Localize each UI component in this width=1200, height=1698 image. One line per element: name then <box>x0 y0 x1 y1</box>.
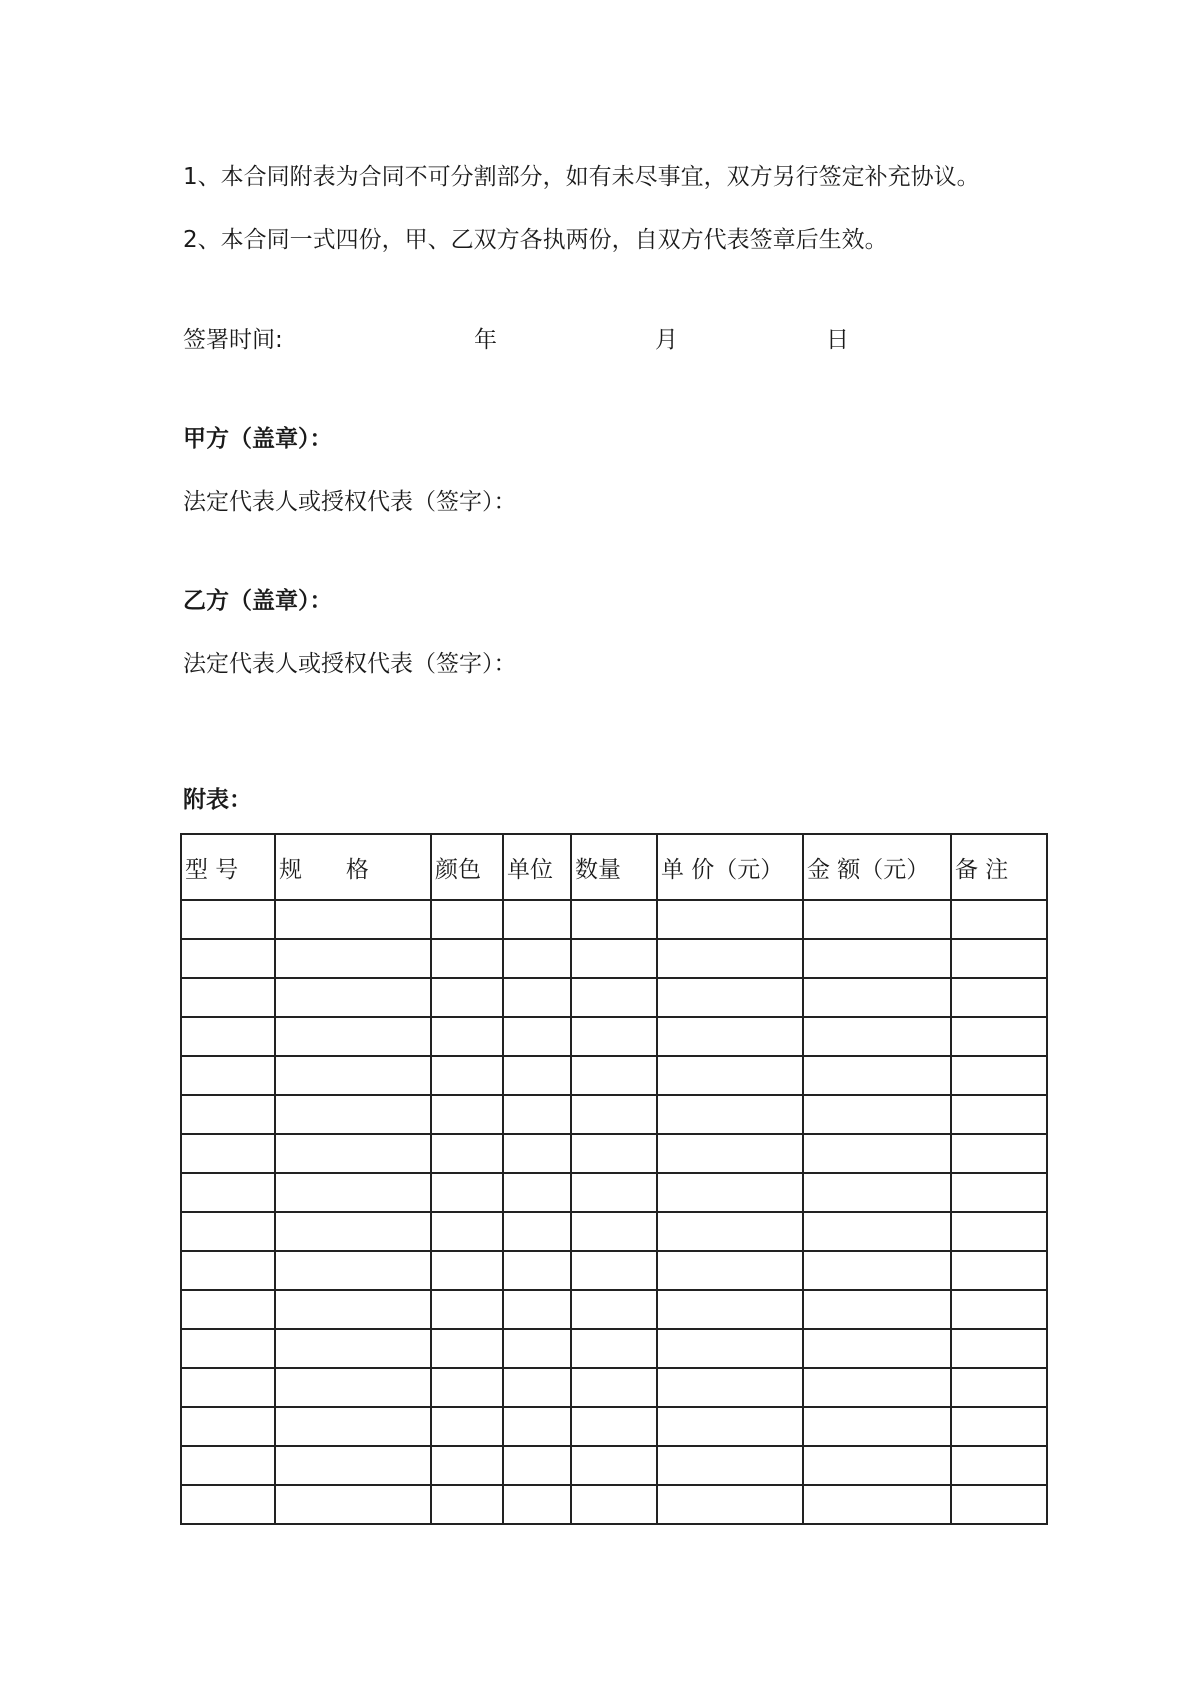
table-cell <box>657 1290 803 1329</box>
table-cell <box>181 1095 275 1134</box>
table-cell <box>431 1329 503 1368</box>
table-row <box>181 978 1047 1017</box>
col-header-unit-price: 单 价（元） <box>657 834 803 900</box>
table-cell <box>503 1095 571 1134</box>
table-cell <box>181 1173 275 1212</box>
table-cell <box>503 1446 571 1485</box>
table-cell <box>503 1329 571 1368</box>
table-cell <box>181 1056 275 1095</box>
table-cell <box>657 1368 803 1407</box>
table-row <box>181 1056 1047 1095</box>
table-cell <box>803 1329 951 1368</box>
table-cell <box>571 1485 657 1524</box>
appendix-header-row <box>181 834 1047 900</box>
table-cell <box>431 1134 503 1173</box>
table-cell <box>951 1212 1047 1251</box>
table-cell <box>571 978 657 1017</box>
table-cell <box>657 1212 803 1251</box>
table-cell <box>431 1212 503 1251</box>
table-cell <box>181 978 275 1017</box>
table-cell <box>657 1329 803 1368</box>
clause-1: 1、本合同附表为合同不可分割部分，如有未尽事宜，双方另行签定补充协议。 <box>183 164 980 190</box>
table-cell <box>571 1329 657 1368</box>
table-cell <box>571 1407 657 1446</box>
table-row <box>181 939 1047 978</box>
party-a-title: 甲方（盖章）： <box>183 426 333 452</box>
table-cell <box>181 900 275 939</box>
table-cell <box>951 1173 1047 1212</box>
table-cell <box>803 1485 951 1524</box>
table-cell <box>431 900 503 939</box>
table-row <box>181 1134 1047 1173</box>
table-cell <box>803 1095 951 1134</box>
table-cell <box>431 1251 503 1290</box>
table-cell <box>181 1251 275 1290</box>
signing-day-label: 日 <box>826 327 849 353</box>
table-row <box>181 1017 1047 1056</box>
table-cell <box>571 1134 657 1173</box>
table-cell <box>657 978 803 1017</box>
table-cell <box>951 1407 1047 1446</box>
table-cell <box>503 1212 571 1251</box>
table-cell <box>571 1368 657 1407</box>
table-cell <box>503 978 571 1017</box>
table-cell <box>571 1173 657 1212</box>
col-header-spec: 规 格 <box>275 834 431 900</box>
appendix-title: 附表： <box>183 787 252 813</box>
table-cell <box>803 1173 951 1212</box>
table-cell <box>431 1446 503 1485</box>
table-cell <box>951 1095 1047 1134</box>
table-row <box>181 1251 1047 1290</box>
table-cell <box>275 1212 431 1251</box>
table-cell <box>803 1212 951 1251</box>
col-header-unit: 单位 <box>503 834 571 900</box>
col-header-remarks: 备 注 <box>951 834 1047 900</box>
table-cell <box>503 1290 571 1329</box>
table-cell <box>431 1095 503 1134</box>
table-cell <box>275 978 431 1017</box>
table-cell <box>275 1251 431 1290</box>
table-cell <box>181 1407 275 1446</box>
table-row <box>181 1329 1047 1368</box>
table-cell <box>571 1251 657 1290</box>
table-cell <box>181 1134 275 1173</box>
table-cell <box>181 1446 275 1485</box>
table-cell <box>951 978 1047 1017</box>
table-cell <box>803 1056 951 1095</box>
table-cell <box>431 1368 503 1407</box>
table-cell <box>181 1290 275 1329</box>
table-row <box>181 1095 1047 1134</box>
table-row <box>181 1368 1047 1407</box>
table-cell <box>275 1173 431 1212</box>
table-cell <box>803 1251 951 1290</box>
table-cell <box>503 1017 571 1056</box>
table-row <box>181 1290 1047 1329</box>
table-cell <box>275 1017 431 1056</box>
table-cell <box>503 1407 571 1446</box>
table-cell <box>951 1017 1047 1056</box>
table-cell <box>951 1368 1047 1407</box>
table-cell <box>657 1407 803 1446</box>
table-cell <box>503 1173 571 1212</box>
table-cell <box>181 1329 275 1368</box>
table-cell <box>571 1446 657 1485</box>
table-cell <box>181 1368 275 1407</box>
table-cell <box>657 1095 803 1134</box>
table-cell <box>657 1134 803 1173</box>
col-header-amount: 金 额（元） <box>803 834 951 900</box>
appendix-body <box>181 900 1047 1524</box>
table-cell <box>431 1173 503 1212</box>
signing-month-label: 月 <box>655 327 678 353</box>
table-cell <box>951 1329 1047 1368</box>
table-cell <box>657 1056 803 1095</box>
table-cell <box>503 1134 571 1173</box>
table-cell <box>951 1290 1047 1329</box>
table-cell <box>803 1017 951 1056</box>
table-cell <box>431 978 503 1017</box>
table-cell <box>803 1290 951 1329</box>
table-cell <box>803 1446 951 1485</box>
table-cell <box>503 1485 571 1524</box>
table-cell <box>571 1017 657 1056</box>
table-cell <box>275 1134 431 1173</box>
table-cell <box>657 1485 803 1524</box>
table-row <box>181 1407 1047 1446</box>
table-cell <box>571 1212 657 1251</box>
table-cell <box>657 1251 803 1290</box>
table-cell <box>275 1095 431 1134</box>
table-cell <box>951 1134 1047 1173</box>
table-cell <box>181 1212 275 1251</box>
col-header-quantity: 数量 <box>571 834 657 900</box>
table-cell <box>571 939 657 978</box>
table-cell <box>571 900 657 939</box>
table-row <box>181 1485 1047 1524</box>
signing-year-label: 年 <box>474 327 497 353</box>
table-cell <box>275 1290 431 1329</box>
table-cell <box>803 978 951 1017</box>
table-cell <box>803 1407 951 1446</box>
table-cell <box>657 1017 803 1056</box>
table-cell <box>275 939 431 978</box>
table-cell <box>657 1446 803 1485</box>
table-cell <box>181 939 275 978</box>
table-cell <box>803 1368 951 1407</box>
party-a-representative: 法定代表人或授权代表（签字）： <box>183 489 517 515</box>
table-row <box>181 1212 1047 1251</box>
table-cell <box>503 900 571 939</box>
table-cell <box>951 1251 1047 1290</box>
table-cell <box>951 1056 1047 1095</box>
table-cell <box>503 939 571 978</box>
table-cell <box>803 900 951 939</box>
table-cell <box>951 1446 1047 1485</box>
table-cell <box>275 900 431 939</box>
table-cell <box>951 1485 1047 1524</box>
table-row <box>181 900 1047 939</box>
table-cell <box>571 1290 657 1329</box>
party-b-representative: 法定代表人或授权代表（签字）： <box>183 651 517 677</box>
table-cell <box>431 939 503 978</box>
table-cell <box>803 1134 951 1173</box>
table-cell <box>275 1329 431 1368</box>
table-cell <box>503 1251 571 1290</box>
table-cell <box>571 1095 657 1134</box>
table-cell <box>275 1368 431 1407</box>
clause-2: 2、本合同一式四份，甲、乙双方各执两份，自双方代表签章后生效。 <box>183 227 888 253</box>
table-cell <box>181 1485 275 1524</box>
appendix-table <box>180 833 1048 1525</box>
table-cell <box>657 900 803 939</box>
table-cell <box>431 1407 503 1446</box>
table-cell <box>275 1446 431 1485</box>
table-cell <box>803 939 951 978</box>
col-header-color: 颜色 <box>431 834 503 900</box>
table-cell <box>431 1290 503 1329</box>
table-cell <box>503 1368 571 1407</box>
table-cell <box>431 1017 503 1056</box>
table-cell <box>951 900 1047 939</box>
table-cell <box>951 939 1047 978</box>
table-cell <box>431 1485 503 1524</box>
table-cell <box>275 1056 431 1095</box>
table-cell <box>275 1485 431 1524</box>
table-row <box>181 1446 1047 1485</box>
signing-date-label: 签署时间: <box>183 327 283 353</box>
table-cell <box>503 1056 571 1095</box>
table-cell <box>275 1407 431 1446</box>
table-cell <box>571 1056 657 1095</box>
table-cell <box>657 939 803 978</box>
table-cell <box>657 1173 803 1212</box>
party-b-title: 乙方（盖章）： <box>183 588 333 614</box>
table-cell <box>431 1056 503 1095</box>
table-row <box>181 1173 1047 1212</box>
col-header-model: 型 号 <box>181 834 275 900</box>
table-cell <box>181 1017 275 1056</box>
